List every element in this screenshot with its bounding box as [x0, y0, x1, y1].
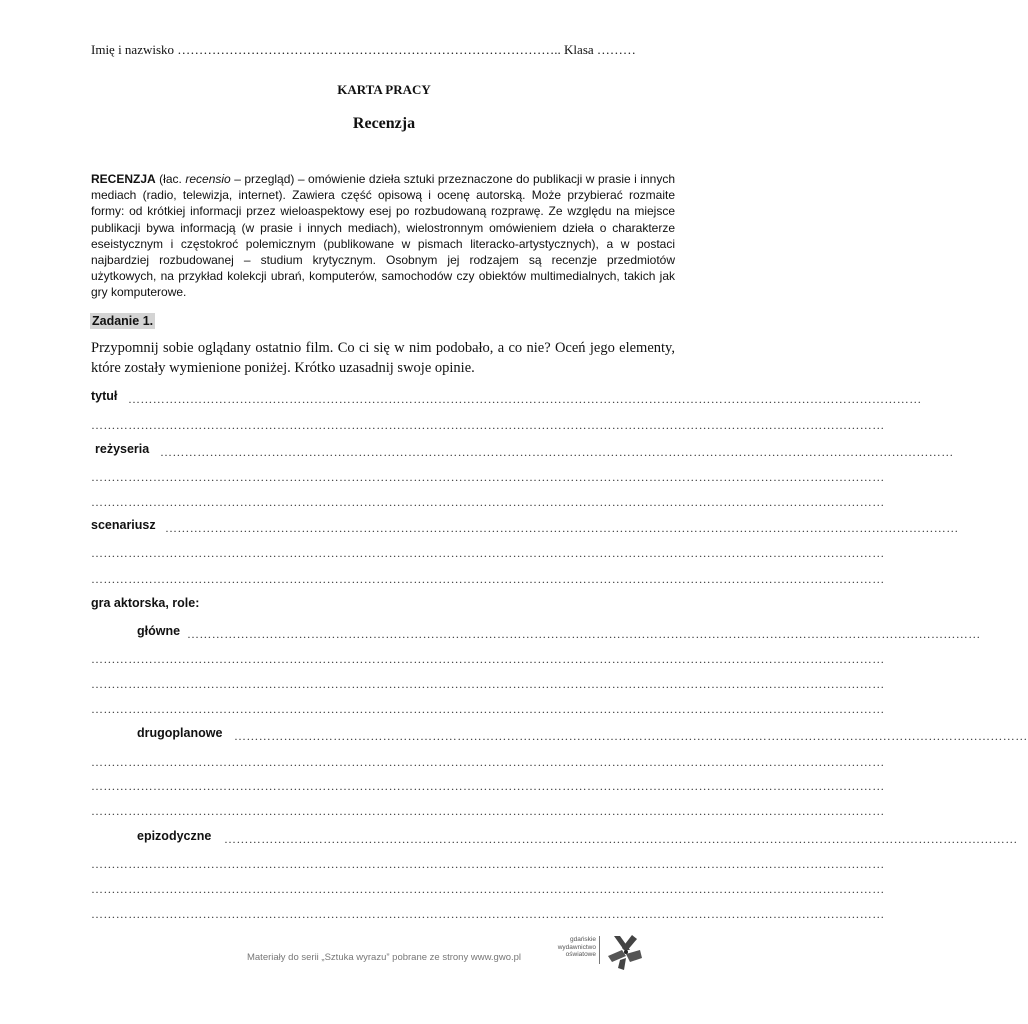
answer-line[interactable]: …………………………………………………………………………………………………………………………………………………………………………: [160, 445, 954, 459]
answer-line[interactable]: …………………………………………………………………………………………………………………………………………………………………………: [91, 779, 885, 793]
publisher-name: [548, 936, 596, 959]
field-label-main-roles: główne: [137, 624, 181, 638]
field-label-acting: gra aktorska, role:: [91, 596, 200, 610]
publisher-name-line: gdańskie: [569, 936, 596, 943]
field-label-cameo-roles: epizodyczne: [137, 829, 212, 843]
field-label-screenplay: scenariusz: [91, 518, 156, 532]
publisher-name-line: wydawnictwo: [557, 943, 596, 951]
class-blank[interactable]: ………: [596, 42, 636, 57]
task-label: Zadanie 1.: [92, 314, 154, 328]
worksheet-title: KARTA PRACY: [337, 82, 431, 97]
answer-line[interactable]: …………………………………………………………………………………………………………………………………………………………………………: [187, 627, 981, 641]
definition-latin: recensio: [185, 172, 231, 186]
definition-paragraph: [91, 171, 675, 301]
answer-line[interactable]: …………………………………………………………………………………………………………………………………………………………………………: [224, 832, 1018, 846]
answer-line[interactable]: …………………………………………………………………………………………………………………………………………………………………………: [91, 677, 885, 691]
answer-line[interactable]: …………………………………………………………………………………………………………………………………………………………………………: [91, 882, 885, 896]
answer-line[interactable]: …………………………………………………………………………………………………………………………………………………………………………: [128, 392, 922, 406]
logo-divider: [599, 936, 600, 964]
answer-line[interactable]: …………………………………………………………………………………………………………………………………………………………………………: [91, 755, 885, 769]
task-instructions: Przypomnij sobie oglądany ostatnio film. Co ci się w nim podobało, a co nie? Oceń jego elementy, które zostały wymienione poniżej. Krótko uzasadnij swoje opinie.: [91, 340, 675, 376]
answer-line[interactable]: …………………………………………………………………………………………………………………………………………………………………………: [91, 470, 885, 484]
field-label-title: tytuł: [91, 389, 118, 403]
definition-part1: (łac.: [155, 172, 186, 186]
answer-line[interactable]: …………………………………………………………………………………………………………………………………………………………………………: [91, 652, 885, 666]
answer-line[interactable]: …………………………………………………………………………………………………………………………………………………………………………: [91, 857, 885, 871]
publisher-emblem-icon: [604, 932, 646, 972]
answer-line[interactable]: …………………………………………………………………………………………………………………………………………………………………………: [91, 418, 885, 432]
publisher-logo: [548, 930, 648, 974]
definition-part2: – przegląd) – omówienie dzieła sztuki przeznaczone do publikacji w prasie i innych mediach (radio, telewizja, internet). Zawiera część opisową i ocenę autorską. Może przybierać rozmaite formy: od krótkiej informacji przez wieloaspektowy esej po rozbudowaną rozprawę. Ze względu na miejsce publikacji bywa informacją (w prasie i innych mediach), wielostronnym omówieniem dzieła o charakterze eseistycznym i częstokroć polemicznym (publikowane w pismach literacko-artystycznych), a w postaci najbardziej rozbudowanej – studium krytycznym. Osobnym jej rodzajem są recenzje przedmiotów użytkowych, na przykład kolekcji ubrań, komputerów, samochodów czy obiektów multimedialnych, takich jak gry komputerowe.: [91, 172, 675, 300]
student-info-line: [91, 42, 636, 58]
answer-line[interactable]: …………………………………………………………………………………………………………………………………………………………………………: [91, 572, 885, 586]
answer-line[interactable]: …………………………………………………………………………………………………………………………………………………………………………: [91, 804, 885, 818]
answer-line[interactable]: …………………………………………………………………………………………………………………………………………………………………………: [91, 546, 885, 560]
definition-term: RECENZJA: [91, 172, 156, 186]
field-label-supporting-roles: drugoplanowe: [137, 726, 223, 740]
answer-line[interactable]: …………………………………………………………………………………………………………………………………………………………………………: [234, 729, 1028, 743]
class-label: Klasa: [564, 42, 594, 57]
field-label-directing: reżyseria: [95, 442, 150, 456]
answer-line[interactable]: …………………………………………………………………………………………………………………………………………………………………………: [165, 521, 959, 535]
name-label: Imię i nazwisko: [91, 42, 175, 57]
answer-line[interactable]: …………………………………………………………………………………………………………………………………………………………………………: [91, 907, 885, 921]
worksheet-subtitle: Recenzja: [352, 115, 416, 132]
name-blank[interactable]: ……………………………………………………………………………..: [177, 42, 561, 57]
answer-line[interactable]: …………………………………………………………………………………………………………………………………………………………………………: [91, 702, 885, 716]
answer-line[interactable]: …………………………………………………………………………………………………………………………………………………………………………: [91, 495, 885, 509]
publisher-name-line: oświatowe: [565, 951, 596, 958]
footer-source-note: Materiały do serii „Sztuka wyrazu” pobrane ze strony www.gwo.pl: [246, 952, 522, 963]
